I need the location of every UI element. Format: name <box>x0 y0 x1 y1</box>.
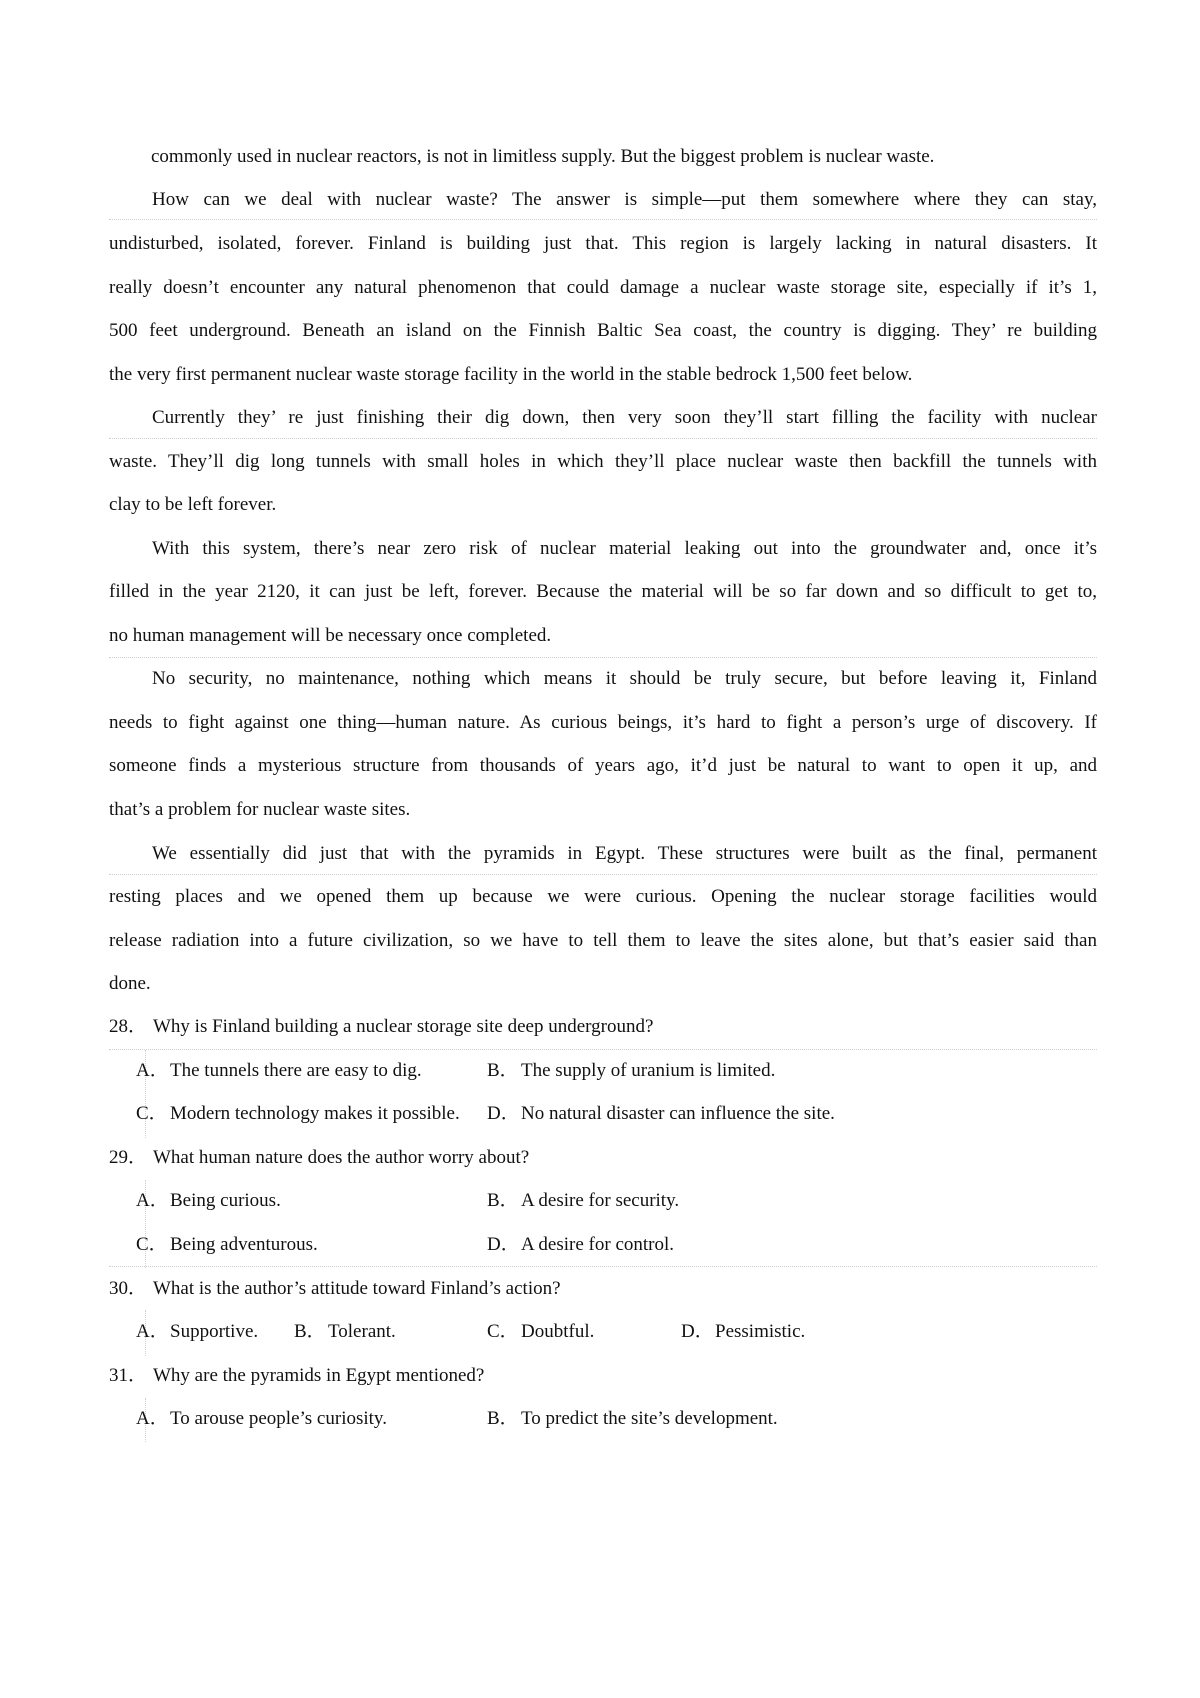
option-label: A． <box>136 1190 169 1211</box>
option-text: To predict the site’s development. <box>521 1408 778 1429</box>
dotted-rule <box>109 438 1097 439</box>
option-label: A． <box>136 1408 169 1429</box>
passage-line: really doesn’t encounter any natural phenomenon that could damage a nuclear waste storage site, especially if it’s 1, <box>109 277 1097 298</box>
option-30-a[interactable] <box>136 1321 258 1343</box>
option-text: A desire for control. <box>521 1234 675 1255</box>
question-text: What is the author’s attitude toward Finland’s action? <box>153 1278 561 1299</box>
passage-line: needs to fight against one thing—human nature. As curious beings, it’s hard to fight a person’s urge of discovery. If <box>109 712 1097 733</box>
option-text: To arouse people’s curiosity. <box>170 1408 387 1429</box>
option-label: A． <box>136 1321 169 1342</box>
option-label: B． <box>487 1190 519 1211</box>
question-30 <box>109 1278 1097 1300</box>
passage-line: no human management will be necessary once completed. <box>109 625 552 646</box>
option-text: Tolerant. <box>328 1321 396 1342</box>
option-28-d[interactable] <box>487 1103 835 1125</box>
question-29 <box>109 1147 1097 1169</box>
option-text: Being adventurous. <box>170 1234 318 1255</box>
option-label: A． <box>136 1060 169 1081</box>
question-text: Why is Finland building a nuclear storage site deep underground? <box>153 1016 654 1037</box>
passage-line: clay to be left forever. <box>109 494 277 515</box>
option-text: The tunnels there are easy to dig. <box>170 1060 422 1081</box>
question-text: Why are the pyramids in Egypt mentioned? <box>153 1365 485 1386</box>
option-label: D． <box>487 1103 520 1124</box>
option-text: A desire for security. <box>521 1190 680 1211</box>
option-text: The supply of uranium is limited. <box>521 1060 776 1081</box>
option-28-c[interactable] <box>136 1103 460 1125</box>
option-text: Supportive. <box>170 1321 259 1342</box>
option-29-b[interactable] <box>487 1190 679 1212</box>
question-number: 29． <box>109 1147 148 1168</box>
question-number: 31． <box>109 1365 148 1386</box>
option-label: C． <box>487 1321 519 1342</box>
passage-line: resting places and we opened them up because we were curious. Opening the nuclear storage facilities would <box>109 886 1097 907</box>
question-28 <box>109 1016 1097 1038</box>
option-29-c[interactable] <box>136 1234 318 1256</box>
passage-line: that’s a problem for nuclear waste sites. <box>109 799 411 820</box>
passage-line: commonly used in nuclear reactors, is not in limitless supply. But the biggest problem is nuclear waste. <box>151 146 935 167</box>
option-label: B． <box>487 1408 519 1429</box>
passage-line: someone finds a mysterious structure from thousands of years ago, it’d just be natural to want to open it up, and <box>109 755 1097 776</box>
dotted-rule <box>109 657 1097 658</box>
option-text: Doubtful. <box>521 1321 595 1342</box>
option-28-b[interactable] <box>487 1060 775 1082</box>
question-31 <box>109 1365 1097 1387</box>
dotted-rule <box>109 219 1097 220</box>
option-28-a[interactable] <box>136 1060 422 1082</box>
option-label: B． <box>487 1060 519 1081</box>
passage-line: With this system, there’s near zero risk of nuclear material leaking out into the groundwater and, once it’s <box>152 538 1097 559</box>
option-30-b[interactable] <box>294 1321 396 1343</box>
option-29-d[interactable] <box>487 1234 674 1256</box>
dotted-rule <box>109 874 1097 875</box>
option-label: D． <box>487 1234 520 1255</box>
passage-line: No security, no maintenance, nothing which means it should be truly secure, but before leaving it, Finland <box>152 668 1097 689</box>
option-text: Pessimistic. <box>715 1321 806 1342</box>
option-label: D． <box>681 1321 714 1342</box>
passage-line: release radiation into a future civilization, so we have to tell them to leave the sites alone, but that’s easier said than <box>109 930 1097 951</box>
option-label: B． <box>294 1321 326 1342</box>
passage-line: undisturbed, isolated, forever. Finland is building just that. This region is largely lacking in natural disasters. It <box>109 233 1097 254</box>
passage-line: filled in the year 2120, it can just be left, forever. Because the material will be so far down and so difficult to get to, <box>109 581 1097 602</box>
option-text: Being curious. <box>170 1190 281 1211</box>
option-label: C． <box>136 1103 168 1124</box>
passage-line: done. <box>109 973 151 994</box>
option-30-d[interactable] <box>681 1321 805 1343</box>
option-31-b[interactable] <box>487 1408 778 1430</box>
passage-line: How can we deal with nuclear waste? The answer is simple—put them somewhere where they can stay, <box>152 189 1097 210</box>
option-31-a[interactable] <box>136 1408 387 1430</box>
question-number: 28． <box>109 1016 148 1037</box>
question-text: What human nature does the author worry about? <box>153 1147 530 1168</box>
dotted-rule <box>109 1266 1097 1267</box>
passage-line: We essentially did just that with the pyramids in Egypt. These structures were built as the final, permanent <box>152 843 1097 864</box>
passage-line: the very first permanent nuclear waste storage facility in the world in the stable bedrock 1,500 feet below. <box>109 364 913 385</box>
passage-line: waste. They’ll dig long tunnels with small holes in which they’ll place nuclear waste then backfill the tunnels with <box>109 451 1097 472</box>
passage-line: 500 feet underground. Beneath an island on the Finnish Baltic Sea coast, the country is digging. They’ re building <box>109 320 1097 341</box>
option-29-a[interactable] <box>136 1190 281 1212</box>
option-30-c[interactable] <box>487 1321 594 1343</box>
dotted-rule <box>109 1049 1097 1050</box>
option-text: Modern technology makes it possible. <box>170 1103 460 1124</box>
question-number: 30． <box>109 1278 148 1299</box>
passage-line: Currently they’ re just finishing their dig down, then very soon they’ll start filling the facility with nuclear <box>152 407 1097 428</box>
option-text: No natural disaster can influence the site. <box>521 1103 835 1124</box>
option-label: C． <box>136 1234 168 1255</box>
